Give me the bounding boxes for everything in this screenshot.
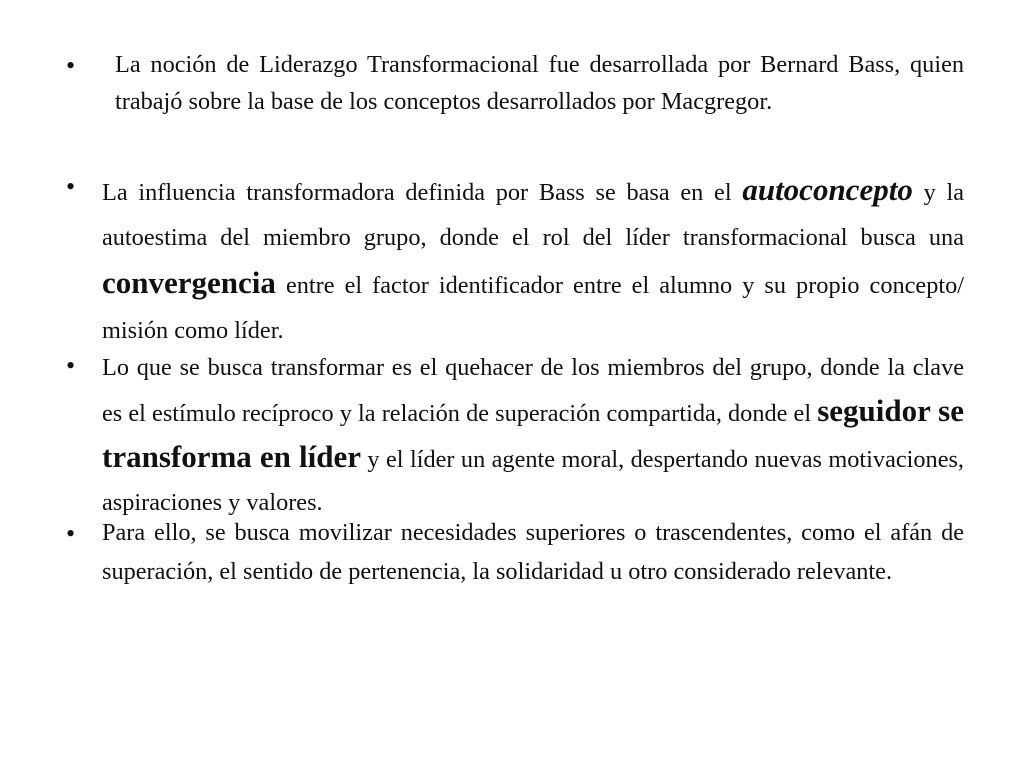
emphasis-autoconcepto: autoconcepto xyxy=(742,172,913,207)
emphasis-seguidor-lider: seguidor se transforma en líder xyxy=(102,393,964,474)
text-segment: y el líder un agente moral, despertando nuevas motivaciones, aspiraciones y valores. xyxy=(102,446,965,516)
bullet-icon: • xyxy=(66,172,76,201)
bullet-icon: • xyxy=(66,51,76,80)
bullet-text: Para ello, se busca movilizar necesidades superiores o trascendentes, como el afán de superación, el sentido de pertenencia, la solidaridad u otro considerado relevante. xyxy=(102,519,964,585)
text-segment: entre el factor identificador entre el alumno y su propio concepto/ misión como líder. xyxy=(102,272,964,344)
bullet-text xyxy=(102,167,964,353)
bullet-icon: • xyxy=(66,519,76,548)
text-segment: La influencia transformadora definida por Bass se basa en el xyxy=(102,179,743,206)
text-segment: Lo que se busca transformar es el quehacer de los miembros del grupo, donde la clave es el estímulo recíproco y la relación de superación compartida, donde el xyxy=(102,354,964,427)
emphasis-convergencia: convergencia xyxy=(102,265,276,300)
bullet-text xyxy=(102,346,964,524)
text-segment: y la autoestima del miembro grupo, donde el rol del líder transformacional busca una xyxy=(102,179,964,251)
bullet-text: La noción de Liderazgo Transformacional fue desarrollada por Bernard Bass, quien trabajó sobre la base de los conceptos desarrollados por Macgregor. xyxy=(115,51,964,115)
bullet-icon: • xyxy=(66,351,76,380)
